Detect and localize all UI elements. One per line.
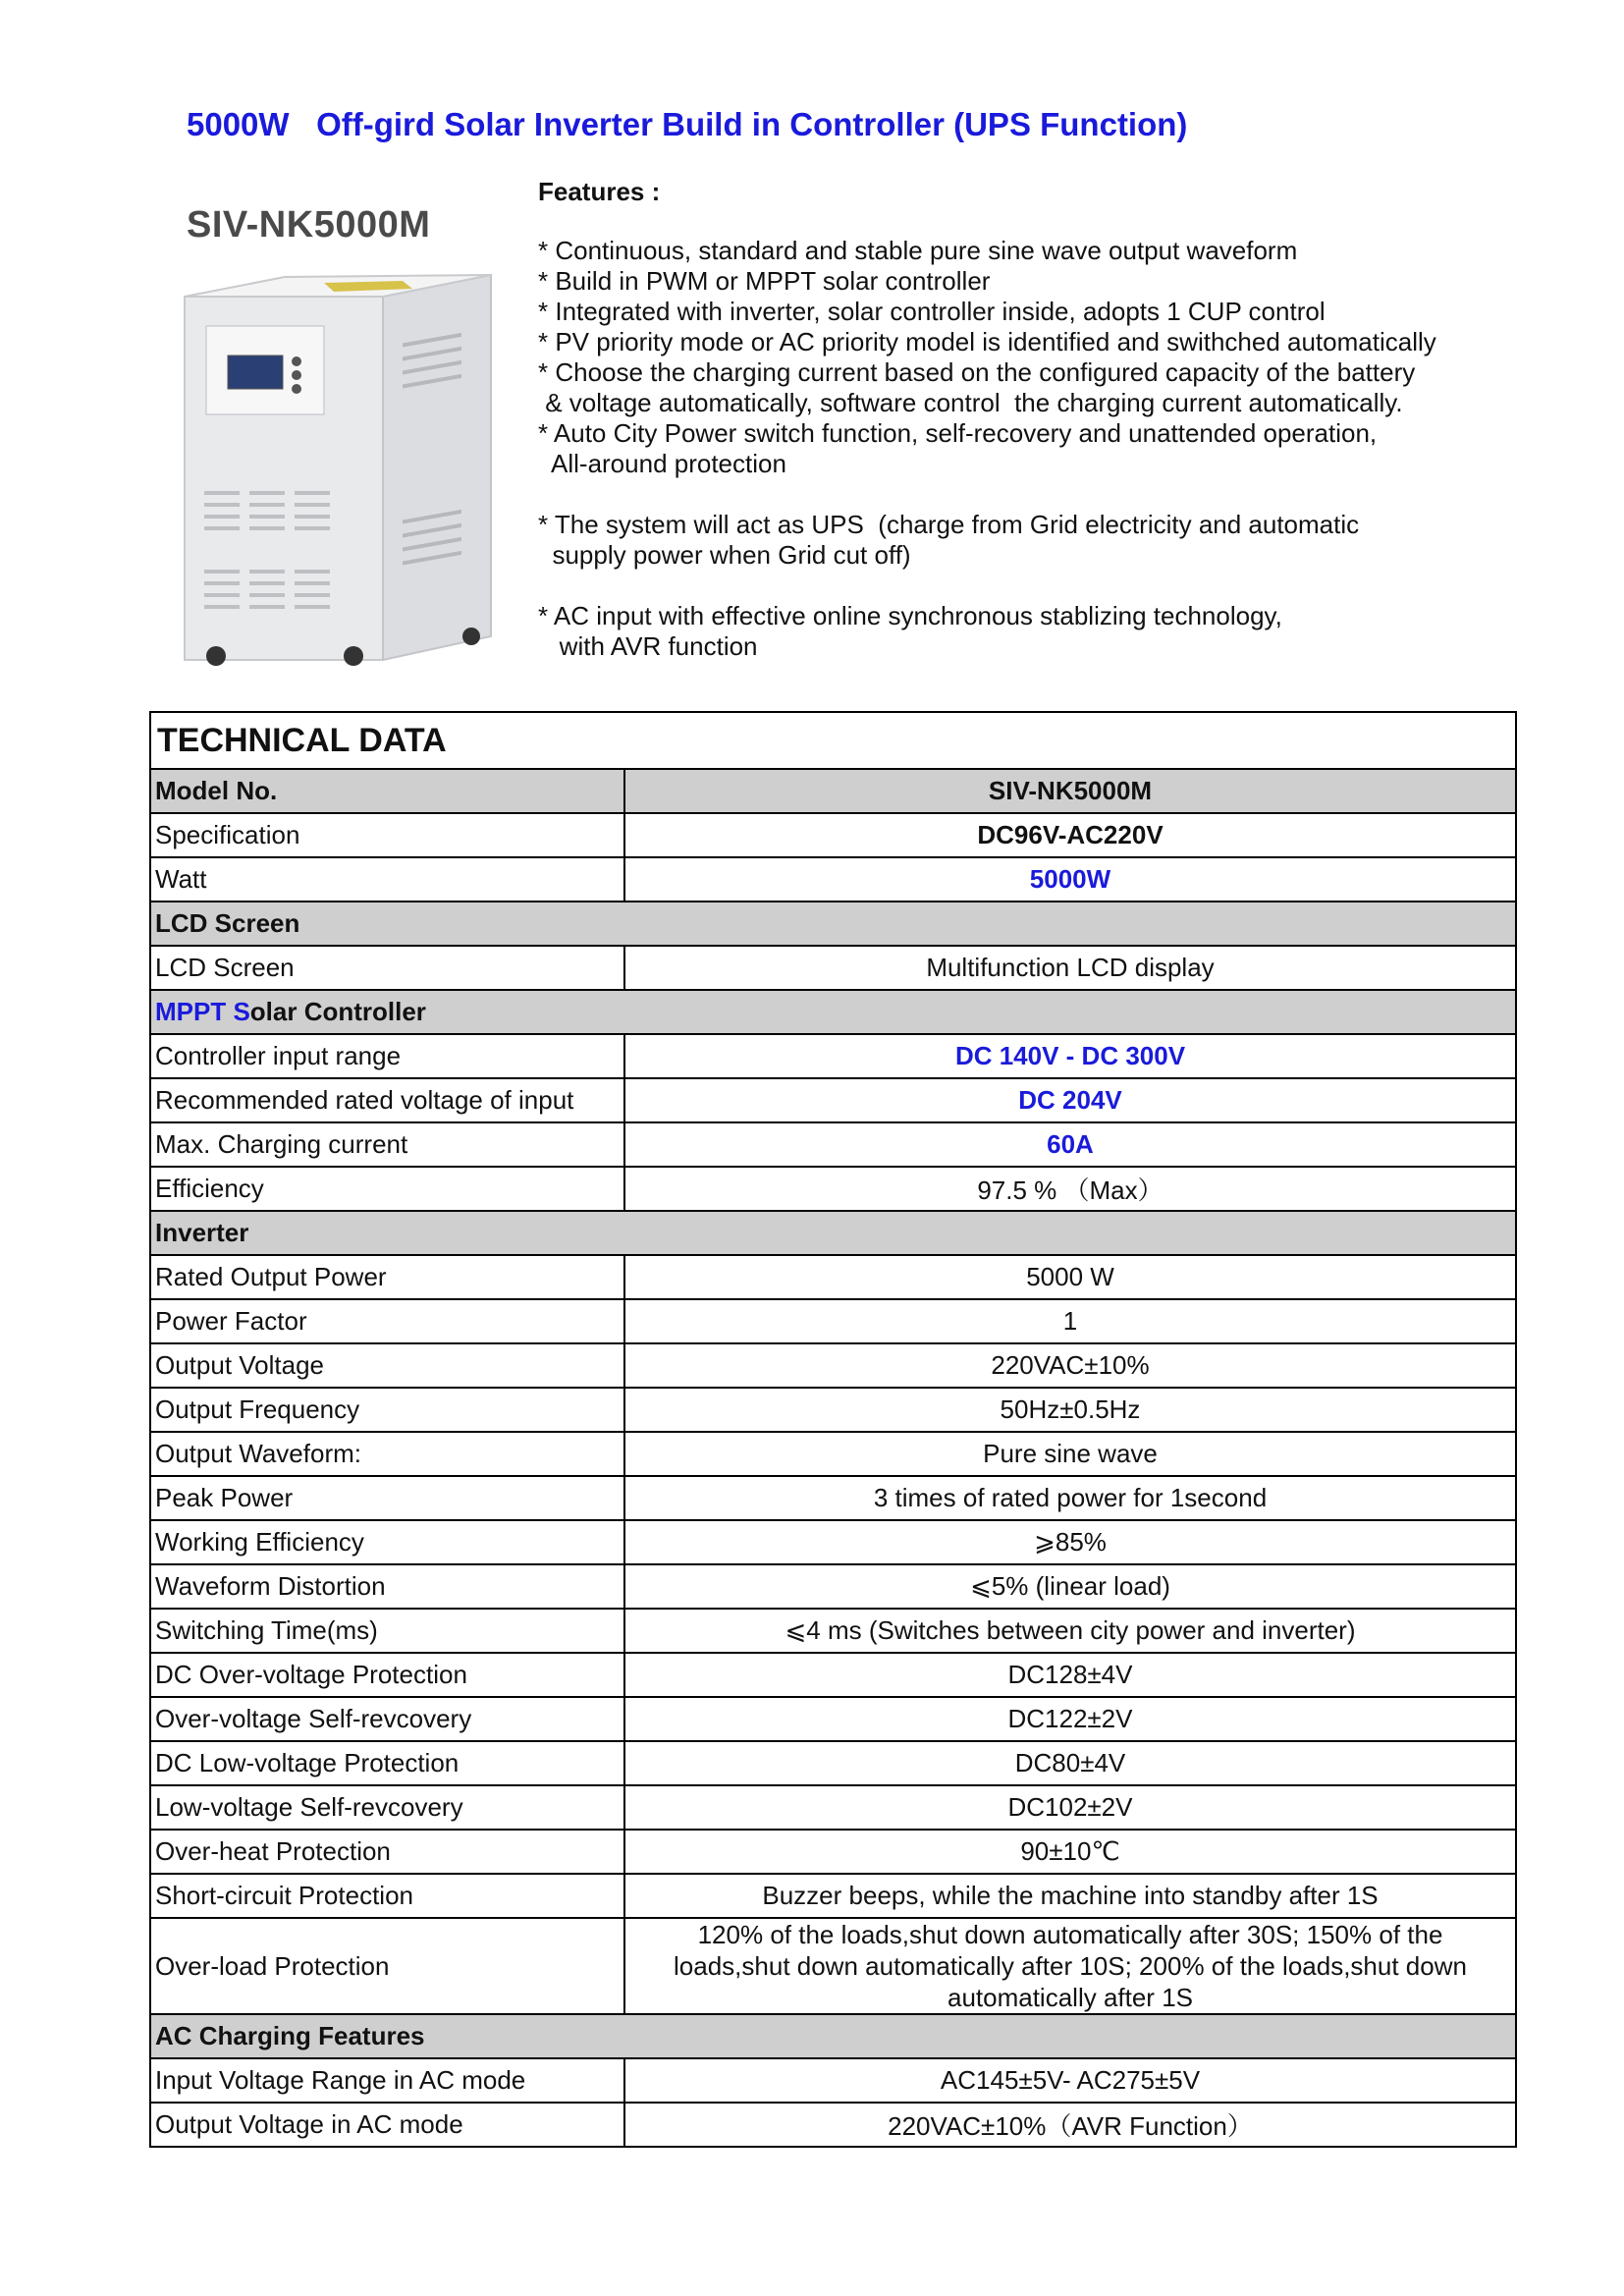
feature-line: & voltage automatically, software control the charging current automatically.	[538, 388, 1403, 417]
feature-spacer	[538, 571, 1520, 601]
page-title: 5000W Off-gird Solar Inverter Build in Controller (UPS Function)	[187, 106, 1188, 142]
overload-line: automatically after 1S	[947, 1983, 1193, 2012]
row-value: 60A	[624, 1122, 1516, 1167]
feature-line: supply power when Grid cut off)	[538, 540, 911, 570]
row-value: ⩽4 ms (Switches between city power and inverter)	[624, 1609, 1516, 1653]
row-value: DC102±2V	[624, 1785, 1516, 1830]
technical-data-table	[149, 711, 1517, 2148]
section-lcd: LCD Screen	[150, 902, 1516, 946]
watt-value: 5000W	[624, 857, 1516, 902]
feature-line: * Continuous, standard and stable pure sine wave output waveform	[538, 236, 1298, 265]
row-value: 97.5 % （Max）	[624, 1167, 1516, 1211]
feature-line: with AVR function	[538, 631, 758, 661]
watt-key: Watt	[150, 857, 624, 902]
feature-line: All-around protection	[538, 449, 786, 478]
feature-line: * Auto City Power switch function, self-recovery and unattended operation,	[538, 418, 1378, 448]
model-value: SIV-NK5000M	[624, 769, 1516, 813]
row-key: Low-voltage Self-revcovery	[150, 1785, 624, 1830]
row-value: 3 times of rated power for 1second	[624, 1476, 1516, 1520]
section-mppt	[150, 990, 1516, 1034]
section-mppt-rest: olar Controller	[249, 997, 426, 1026]
row-key: Over-voltage Self-revcovery	[150, 1697, 624, 1741]
table-title: TECHNICAL DATA	[150, 712, 1516, 769]
features-heading: Features :	[538, 177, 661, 206]
row-value: Buzzer beeps, while the machine into standby after 1S	[624, 1874, 1516, 1918]
row-key: Output Frequency	[150, 1388, 624, 1432]
spec-value: DC96V-AC220V	[624, 813, 1516, 857]
overload-value	[624, 1918, 1516, 2014]
row-value: 90±10℃	[624, 1830, 1516, 1874]
row-key: Output Voltage	[150, 1343, 624, 1388]
row-key: Short-circuit Protection	[150, 1874, 624, 1918]
feature-spacer	[538, 479, 1520, 510]
row-key: Output Voltage in AC mode	[150, 2103, 624, 2147]
overload-line: loads,shut down automatically after 10S; 200% of the loads,shut down	[674, 1951, 1467, 1981]
overload-line: 120% of the loads,shut down automatically after 30S; 150% of the	[697, 1920, 1443, 1949]
row-value: DC128±4V	[624, 1653, 1516, 1697]
row-value: ⩽5% (linear load)	[624, 1564, 1516, 1609]
lcd-key: LCD Screen	[150, 946, 624, 990]
row-key: Input Voltage Range in AC mode	[150, 2058, 624, 2103]
row-key: Over-heat Protection	[150, 1830, 624, 1874]
feature-line: * PV priority mode or AC priority model is identified and swithched automatically	[538, 327, 1436, 356]
row-key: Efficiency	[150, 1167, 624, 1211]
row-key: Output Waveform:	[150, 1432, 624, 1476]
row-key: Working Efficiency	[150, 1520, 624, 1564]
model-key: Model No.	[150, 769, 624, 813]
features-list	[538, 236, 1520, 662]
row-key: Power Factor	[150, 1299, 624, 1343]
row-value: 5000 W	[624, 1255, 1516, 1299]
row-value: 220VAC±10%（AVR Function）	[624, 2103, 1516, 2147]
row-value: DC122±2V	[624, 1697, 1516, 1741]
feature-line: * Build in PWM or MPPT solar controller	[538, 266, 991, 296]
row-value: ⩾85%	[624, 1520, 1516, 1564]
row-key: Switching Time(ms)	[150, 1609, 624, 1653]
row-key: Peak Power	[150, 1476, 624, 1520]
feature-line: * Integrated with inverter, solar controller inside, adopts 1 CUP control	[538, 297, 1326, 326]
section-inverter: Inverter	[150, 1211, 1516, 1255]
row-key: DC Low-voltage Protection	[150, 1741, 624, 1785]
row-value: Pure sine wave	[624, 1432, 1516, 1476]
lcd-value: Multifunction LCD display	[624, 946, 1516, 990]
row-value: 1	[624, 1299, 1516, 1343]
row-value: DC 140V - DC 300V	[624, 1034, 1516, 1078]
feature-line: * AC input with effective online synchronous stablizing technology,	[538, 601, 1282, 630]
row-value: DC 204V	[624, 1078, 1516, 1122]
spec-key: Specification	[150, 813, 624, 857]
feature-line: * Choose the charging current based on the configured capacity of the battery	[538, 357, 1416, 387]
feature-line: * The system will act as UPS (charge from Grid electricity and automatic	[538, 510, 1360, 539]
row-value: 50Hz±0.5Hz	[624, 1388, 1516, 1432]
row-key: DC Over-voltage Protection	[150, 1653, 624, 1697]
row-key: Recommended rated voltage of input	[150, 1078, 624, 1122]
row-key: Waveform Distortion	[150, 1564, 624, 1609]
section-ac-charging: AC Charging Features	[150, 2014, 1516, 2058]
model-label: SIV-NK5000M	[187, 204, 431, 246]
row-key: Rated Output Power	[150, 1255, 624, 1299]
row-key: Controller input range	[150, 1034, 624, 1078]
overload-key: Over-load Protection	[150, 1918, 624, 2014]
row-value: 220VAC±10%	[624, 1343, 1516, 1388]
row-key: Max. Charging current	[150, 1122, 624, 1167]
row-value: DC80±4V	[624, 1741, 1516, 1785]
section-mppt-blue: MPPT S	[155, 997, 250, 1026]
inverter-product-image	[177, 265, 501, 668]
row-value: AC145±5V- AC275±5V	[624, 2058, 1516, 2103]
